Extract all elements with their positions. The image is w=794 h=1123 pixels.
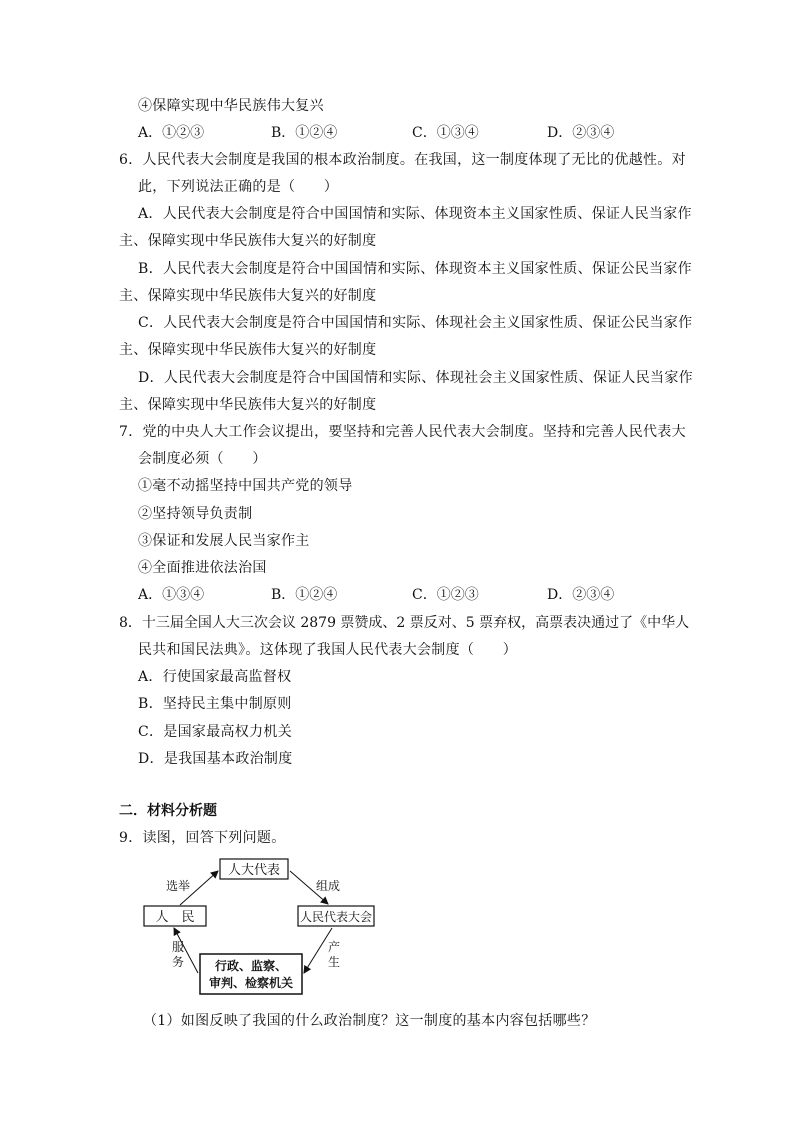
q7-item-4: ④全面推进依法治国 [138, 560, 267, 576]
q7-item-1: ①毫不动摇坚持中国共产党的领导 [138, 478, 353, 494]
q6-stem-line1: 6．人民代表大会制度是我国的根本政治制度。在我国，这一制度体现了无比的优越性。对 [119, 152, 686, 168]
q8-stem-line2: 民共和国民法典》。这体现了我国人民代表大会制度（ ） [138, 642, 518, 658]
q8-option-c: C．是国家最高权力机关 [138, 724, 293, 740]
q5-item-4: ④保障实现中华民族伟大复兴 [138, 98, 324, 114]
node-state-organs-line1: 行政、监察、 [214, 959, 288, 973]
label-produce-1: 产 [328, 940, 341, 954]
q8-option-a: A．行使国家最高监督权 [138, 669, 292, 685]
node-people-label: 人 民 [155, 910, 195, 925]
q5-option-a: A．①②③ [138, 125, 205, 141]
q8-option-b: B．坚持民主集中制原则 [138, 696, 292, 712]
q9-subquestion-1: （1）如图反映了我国的什么政治制度？这一制度的基本内容包括哪些？ [143, 1013, 596, 1029]
q6-option-a-line1: A．人民代表大会制度是符合中国国情和实际、体现资本主义国家性质、保证人民当家作 [138, 206, 692, 222]
q7-stem-line1: 7．党的中央人大工作会议提出，要坚持和完善人民代表大会制度。坚持和完善人民代表大 [119, 424, 686, 440]
q7-item-2: ②坚持领导负责制 [138, 506, 253, 522]
political-system-diagram [138, 855, 378, 997]
q6-option-d-line2: 主、保障实现中华民族伟大复兴的好制度 [119, 397, 377, 413]
q8-option-d: D．是我国基本政治制度 [138, 751, 293, 767]
q7-option-d: D．②③④ [547, 587, 615, 603]
q5-option-d: D．②③④ [547, 125, 615, 141]
q6-stem-line2: 此，下列说法正确的是（ ） [138, 179, 339, 195]
label-serve-2: 务 [172, 955, 185, 969]
q7-item-3: ③保证和发展人民当家作主 [138, 533, 310, 549]
q5-option-b: B．①②④ [271, 125, 338, 141]
q7-option-b: B．①②④ [271, 587, 338, 603]
q6-option-d-line1: D．人民代表大会制度是符合中国国情和实际、体现社会主义国家性质、保证人民当家作 [138, 370, 693, 386]
q7-option-c: C．①②③ [412, 587, 479, 603]
label-produce-2: 生 [328, 955, 341, 969]
node-congress-label: 人民代表大会 [299, 910, 373, 924]
q6-option-c-line2: 主、保障实现中华民族伟大复兴的好制度 [119, 342, 377, 358]
q6-option-c-line1: C．人民代表大会制度是符合中国国情和实际、体现社会主义国家性质、保证公民当家作 [138, 315, 693, 331]
q5-option-c: C．①③④ [412, 125, 479, 141]
q6-option-b-line2: 主、保障实现中华民族伟大复兴的好制度 [119, 288, 377, 304]
section-title: 二．材料分析题 [119, 803, 217, 819]
label-form: 组成 [316, 879, 341, 893]
q6-option-b-line1: B．人民代表大会制度是符合中国国情和实际、体现资本主义国家性质、保证公民当家作 [138, 261, 692, 277]
q8-stem-line1: 8．十三届全国人大三次会议 2879 票赞成、2 票反对、5 票弃权，高票表决通过了《中华人 [119, 615, 690, 631]
q9-stem: 9．读图，回答下列问题。 [119, 830, 286, 846]
node-state-organs-line2: 审判、检察机关 [208, 976, 294, 990]
label-serve-1: 服 [172, 940, 185, 954]
q7-option-a: A．①③④ [138, 587, 205, 603]
node-deputies-label: 人大代表 [227, 863, 281, 878]
q6-option-a-line2: 主、保障实现中华民族伟大复兴的好制度 [119, 233, 377, 249]
q7-stem-line2: 会制度必须（ ） [138, 451, 267, 467]
label-elect: 选举 [166, 879, 191, 893]
